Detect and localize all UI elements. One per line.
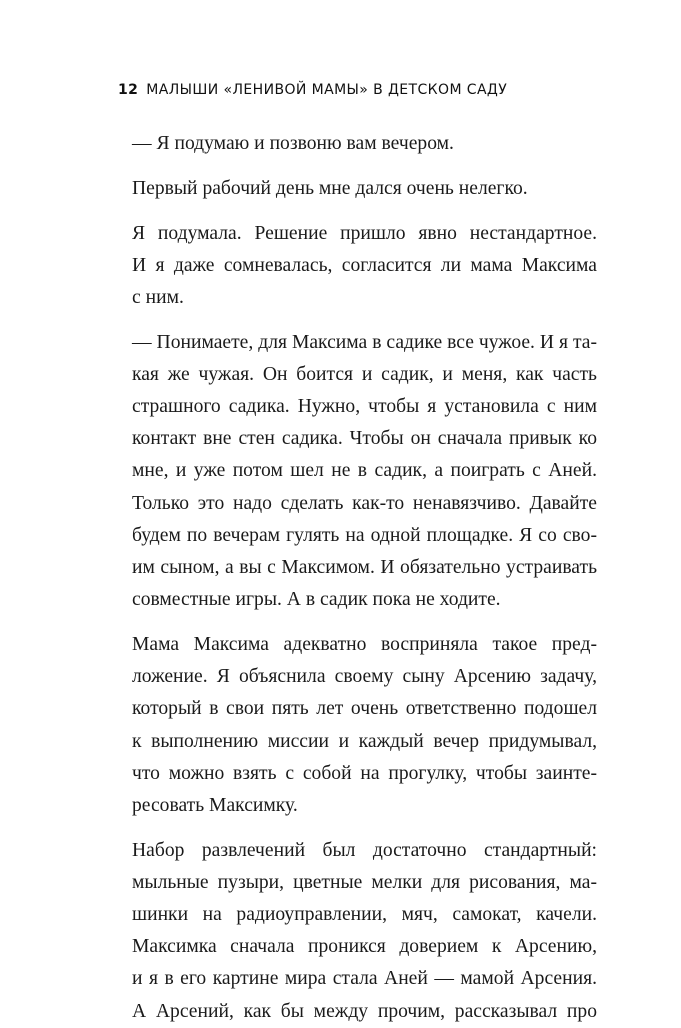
text-line: и я в его картине мира стала Аней — мамой Арсения. [132, 968, 597, 990]
text-line: с ним. [132, 286, 184, 308]
paragraph [132, 629, 597, 822]
text-line: — Понимаете, для Максима в садике все чужое. И я та- [132, 331, 597, 353]
paragraph-gap [132, 822, 597, 835]
text-line: ресовать Максимку. [132, 794, 298, 816]
text-line: что можно взять с собой на прогулку, чтобы заинте- [132, 762, 597, 784]
text-line: — Я подумаю и позвоню вам вечером. [132, 133, 454, 154]
text-line: совместные игры. А в садик пока не ходите. [132, 589, 501, 611]
text-line: кая же чужая. Он боится и садик, и меня, как часть [132, 363, 597, 385]
text-line: который в свои пять лет очень ответственно подошел [132, 698, 597, 720]
text-line: мне, и уже потом шел не в садик, а поиграть с Аней. [132, 460, 597, 482]
text-line: А Арсений, как бы между прочим, рассказывал про [132, 1000, 597, 1022]
text-line: шинки на радиоуправлении, мяч, самокат, качели. [132, 904, 597, 926]
paragraph [132, 218, 597, 315]
text-line: мыльные пузыри, цветные мелки для рисования, ма- [132, 871, 597, 893]
page-number: 12 [118, 82, 139, 98]
text-line: И я даже сомневалась, согласится ли мама Максима [132, 254, 597, 276]
paragraph-gap [132, 616, 597, 629]
text-line: будем по вечерам гулять на одной площадке. Я со сво- [132, 524, 597, 546]
paragraph-gap [132, 314, 597, 327]
text-line: Я подумала. Решение пришло явно нестандартное. [132, 222, 597, 244]
running-title: МАЛЫШИ «ЛЕНИВОЙ МАМЫ» В ДЕТСКОМ САДУ [146, 82, 508, 98]
text-line: Набор развлечений был достаточно стандартный: [132, 839, 597, 861]
paragraph [132, 173, 597, 205]
text-line: им сыном, а вы с Максимом. И обязательно устраивать [132, 557, 597, 579]
paragraph-gap [132, 205, 597, 218]
paragraph [132, 128, 597, 160]
text-line: ложение. Я объяснила своему сыну Арсению задачу, [132, 666, 597, 688]
paragraph [132, 327, 597, 617]
text-line: Только это надо сделать как-то ненавязчиво. Давайте [132, 492, 597, 514]
text-line: Первый рабочий день мне дался очень нелегко. [132, 177, 528, 199]
paragraph [132, 835, 597, 1028]
text-line: страшного садика. Нужно, чтобы я установила с ним [132, 396, 597, 418]
text-line: Мама Максима адекватно восприняла такое пред- [132, 634, 597, 655]
text-line: контакт вне стен садика. Чтобы он сначала привык ко [132, 428, 597, 450]
text-line: Максимка сначала проникся доверием к Арсению, [132, 936, 597, 958]
text-line: к выполнению миссии и каждый вечер придумывал, [132, 730, 597, 752]
body-text [132, 128, 597, 1028]
running-head [118, 82, 507, 98]
paragraph-gap [132, 160, 597, 173]
